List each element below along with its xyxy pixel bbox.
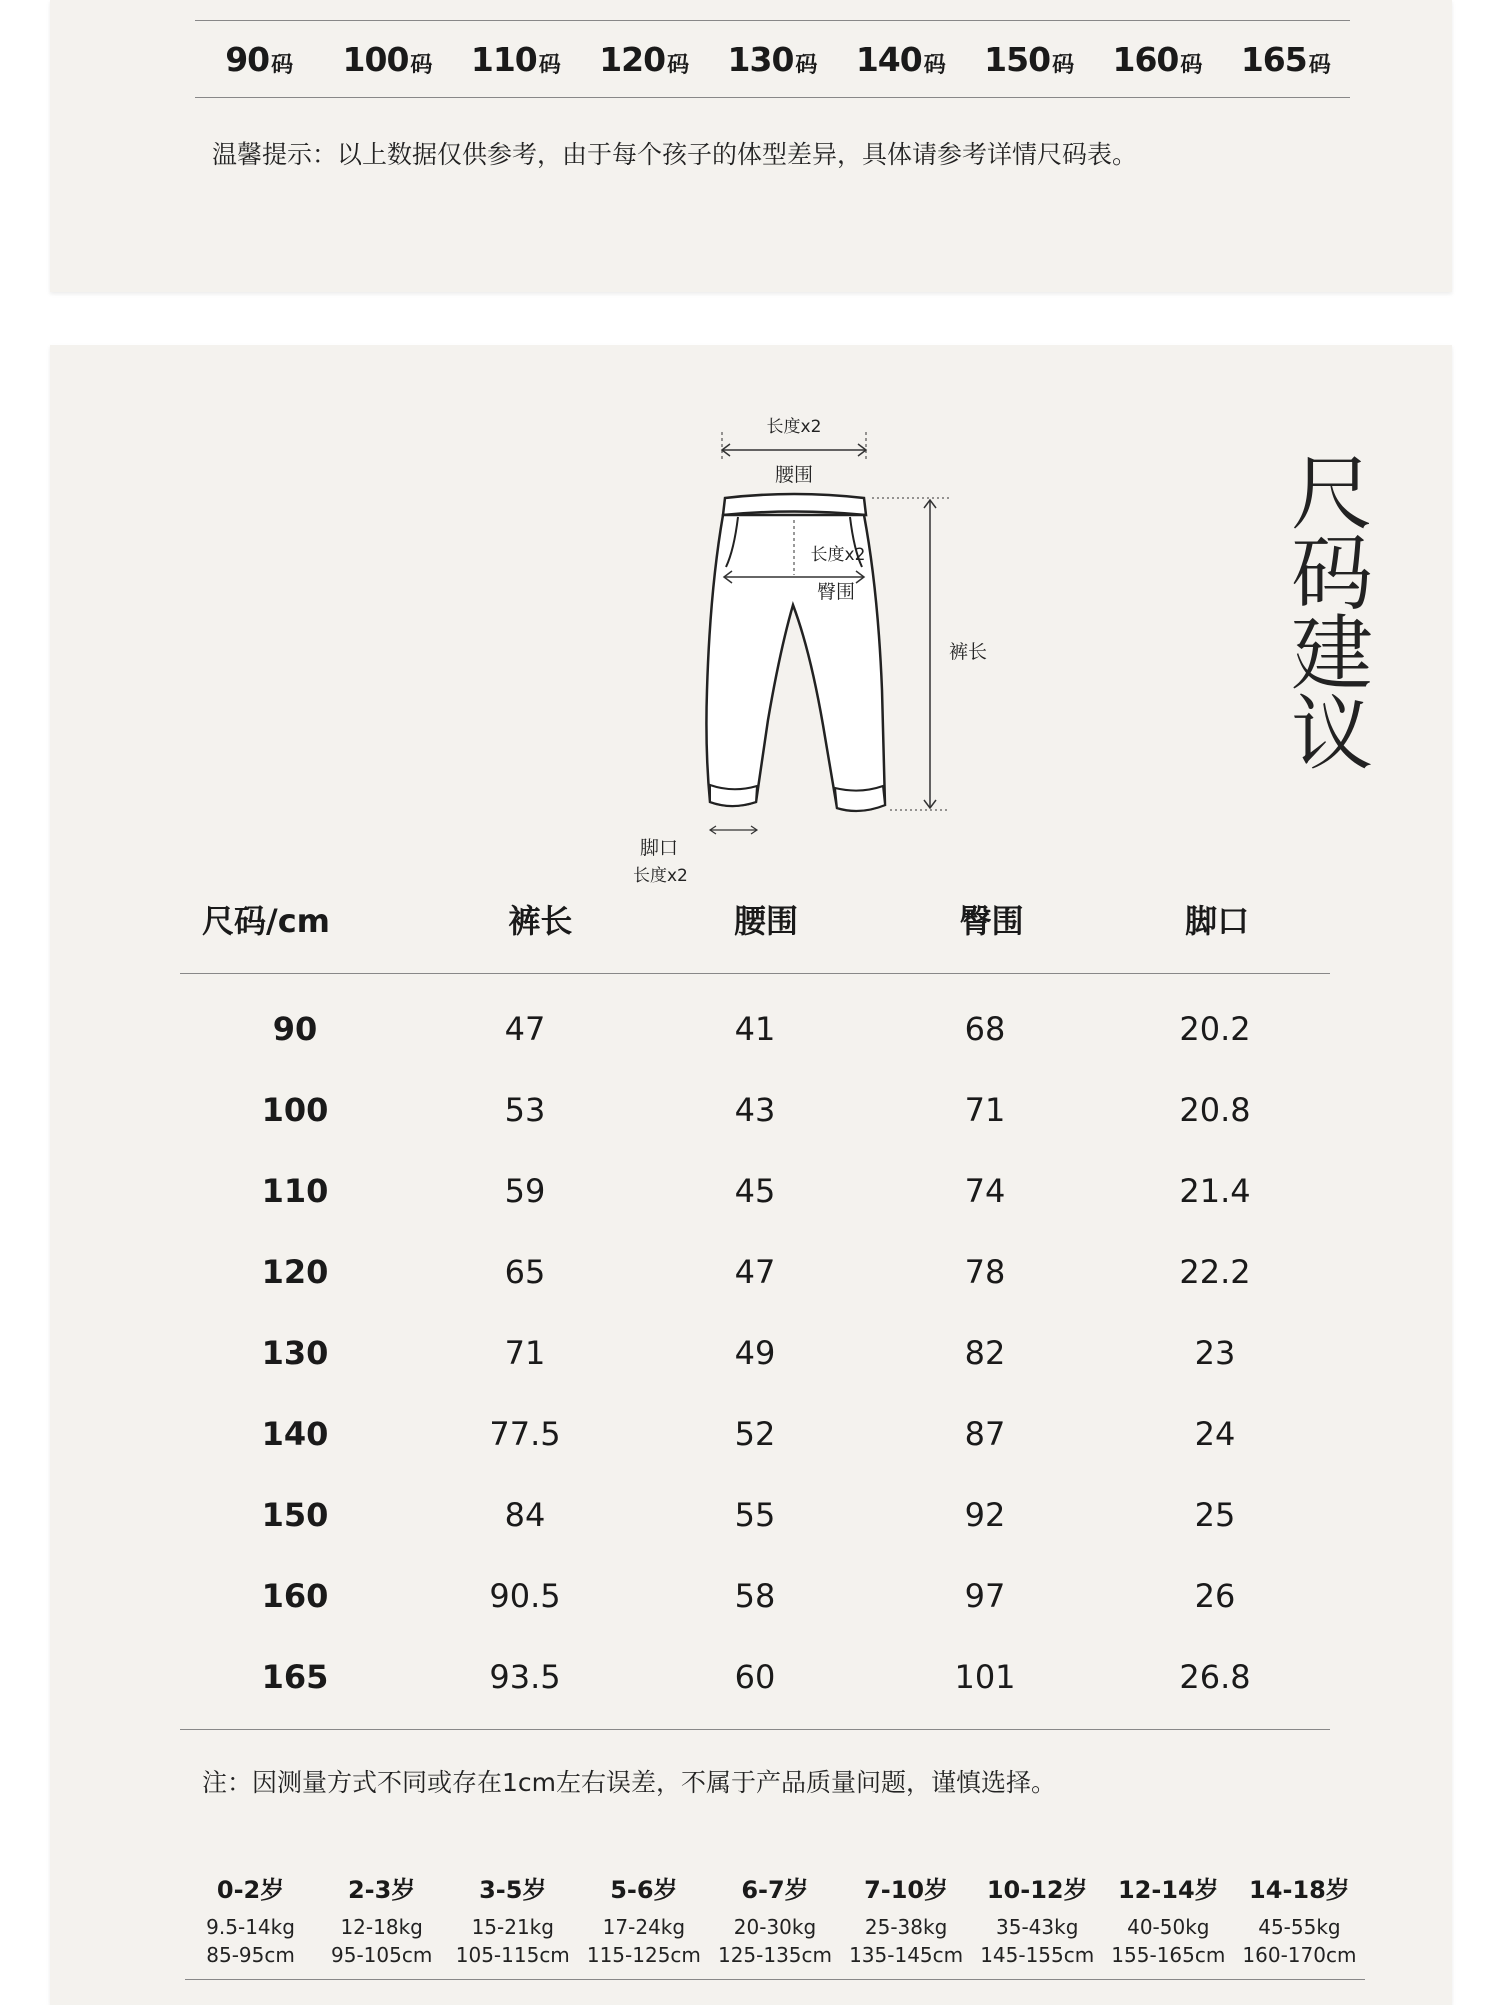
cell-size: 160: [261, 1576, 329, 1615]
table-body: [180, 974, 1330, 1730]
cell-cuff: 26.8: [1179, 1657, 1251, 1696]
size-number: 150: [984, 39, 1051, 79]
size-cell: [580, 21, 708, 97]
weight-range: 45-55kg: [1258, 1915, 1341, 1939]
age-range: 3-5岁: [479, 1876, 547, 1904]
size-summary-card: [50, 0, 1452, 292]
cell-length: 47: [504, 1009, 546, 1048]
cell-waist: 60: [734, 1657, 776, 1696]
cuff-label: 脚口: [640, 837, 679, 859]
title-char: 议: [1290, 687, 1373, 782]
cell-length: 90.5: [489, 1576, 561, 1615]
cell-cuff: 22.2: [1179, 1252, 1251, 1291]
size-cell: [323, 21, 451, 97]
header-waist: 腰围: [733, 902, 798, 940]
height-range: 115-125cm: [586, 1943, 701, 1967]
age-item: [972, 1870, 1103, 1969]
cell-waist: 45: [734, 1171, 776, 1210]
cell-cuff: 23: [1194, 1333, 1236, 1372]
size-cell: [1222, 21, 1350, 97]
age-item: [185, 1870, 316, 1969]
cell-hip: 68: [964, 1009, 1006, 1048]
cell-size: 90: [272, 1009, 318, 1048]
table-row: [180, 1150, 1330, 1231]
weight-range: 25-38kg: [864, 1915, 948, 1939]
table-row: [180, 1555, 1330, 1636]
cuff-length-label: 长度x2: [633, 866, 688, 886]
size-number: 90: [225, 39, 270, 79]
age-item: [1103, 1870, 1234, 1969]
cell-cuff: 20.2: [1179, 1009, 1251, 1048]
height-range: 105-115cm: [455, 1943, 570, 1967]
size-number: 160: [1112, 39, 1179, 79]
size-unit: 码: [667, 52, 690, 78]
height-range: 160-170cm: [1242, 1943, 1357, 1967]
age-range: 5-6岁: [610, 1876, 678, 1904]
cell-hip: 92: [964, 1495, 1006, 1534]
age-range: 14-18岁: [1249, 1876, 1350, 1904]
header-hip: 臀围: [959, 902, 1024, 940]
cell-length: 53: [504, 1090, 546, 1129]
cell-hip: 71: [964, 1090, 1006, 1129]
weight-range: 15-21kg: [471, 1915, 554, 1939]
cell-size: 100: [261, 1090, 329, 1129]
size-number: 100: [342, 39, 409, 79]
cell-waist: 58: [734, 1576, 776, 1615]
size-cell: [195, 21, 323, 97]
measurement-note: 注：因测量方式不同或存在1cm左右误差，不属于产品质量问题，谨慎选择。: [202, 1768, 1057, 1797]
header-length: 裤长: [508, 902, 573, 940]
size-chart-card: [50, 345, 1452, 2005]
size-unit: 码: [538, 52, 561, 78]
cell-size: 140: [261, 1414, 329, 1453]
weight-range: 20-30kg: [733, 1915, 817, 1939]
cell-length: 65: [504, 1252, 546, 1291]
cell-hip: 101: [954, 1657, 1016, 1696]
waist-length-label: 长度x2: [766, 417, 822, 437]
cell-size: 130: [261, 1333, 329, 1372]
weight-range: 40-50kg: [1127, 1915, 1210, 1939]
size-strip: [195, 20, 1350, 98]
cell-hip: 78: [964, 1252, 1006, 1291]
hip-label: 臀围: [816, 581, 856, 603]
age-item: [709, 1870, 840, 1969]
age-range: 7-10岁: [864, 1876, 949, 1904]
weight-range: 12-18kg: [340, 1915, 423, 1939]
size-cell: [837, 21, 965, 97]
hip-length-label: 长度x2: [810, 545, 866, 565]
age-range: 6-7岁: [741, 1876, 809, 1904]
size-cell: [452, 21, 580, 97]
age-range: 12-14岁: [1117, 1876, 1219, 1904]
cell-waist: 41: [734, 1009, 776, 1048]
age-item: [578, 1870, 709, 1969]
size-unit: 码: [271, 52, 294, 78]
table-row: [180, 988, 1330, 1069]
age-range: 0-2岁: [216, 1876, 285, 1904]
height-range: 135-145cm: [849, 1943, 964, 1967]
table-row: [180, 1474, 1330, 1555]
weight-range: 9.5-14kg: [206, 1915, 295, 1939]
size-number: 130: [727, 39, 794, 79]
title-char: 码: [1290, 527, 1373, 622]
size-unit: 码: [1052, 52, 1075, 78]
height-range: 95-105cm: [331, 1943, 433, 1967]
size-number: 120: [599, 39, 666, 79]
cell-size: 150: [261, 1495, 329, 1534]
table-header: [180, 865, 1330, 974]
cell-cuff: 21.4: [1179, 1171, 1251, 1210]
height-range: 145-155cm: [980, 1943, 1095, 1967]
cell-cuff: 20.8: [1179, 1090, 1251, 1129]
cell-size: 110: [261, 1171, 329, 1210]
header-cuff: 脚口: [1185, 902, 1250, 940]
cell-hip: 97: [964, 1576, 1006, 1615]
size-number: 165: [1240, 39, 1307, 79]
size-number: 140: [855, 39, 922, 79]
cell-hip: 82: [964, 1333, 1006, 1372]
cell-length: 71: [504, 1333, 546, 1372]
table-row: [180, 1636, 1330, 1717]
age-range: 10-12岁: [986, 1876, 1088, 1904]
size-number: 110: [470, 39, 537, 79]
section-title: [1282, 447, 1382, 782]
waistband-shape: [723, 494, 866, 515]
cell-cuff: 25: [1194, 1495, 1236, 1534]
cell-cuff: 26: [1194, 1576, 1236, 1615]
age-item: [316, 1870, 447, 1969]
header-size: 尺码/cm: [202, 902, 331, 940]
cell-waist: 47: [734, 1252, 776, 1291]
right-cuff-shape: [835, 786, 885, 811]
size-unit: 码: [795, 52, 818, 78]
size-cell: [965, 21, 1093, 97]
size-unit: 码: [1180, 52, 1203, 78]
title-char: 建: [1290, 607, 1373, 702]
table-row: [180, 1069, 1330, 1150]
weight-range: 17-24kg: [602, 1915, 686, 1939]
table-row: [180, 1393, 1330, 1474]
age-item: [841, 1870, 972, 1969]
cell-cuff: 24: [1194, 1414, 1236, 1453]
cell-size: 120: [261, 1252, 329, 1291]
cell-waist: 52: [734, 1414, 776, 1453]
title-char: 尺: [1290, 447, 1373, 542]
cell-hip: 74: [964, 1171, 1006, 1210]
cell-length: 77.5: [489, 1414, 561, 1453]
cell-waist: 49: [734, 1333, 776, 1372]
cell-waist: 55: [734, 1495, 776, 1534]
reference-tip: 温馨提示：以上数据仅供参考，由于每个孩子的体型差异，具体请参考详情尺码表。: [212, 140, 1138, 169]
weight-range: 35-43kg: [996, 1915, 1079, 1939]
size-cell: [708, 21, 836, 97]
cell-length: 84: [504, 1495, 546, 1534]
size-table: [180, 865, 1330, 1730]
table-row: [180, 1312, 1330, 1393]
height-range: 85-95cm: [206, 1943, 295, 1967]
cell-hip: 87: [964, 1414, 1006, 1453]
length-label: 裤长: [948, 641, 988, 663]
cell-length: 93.5: [489, 1657, 561, 1696]
size-unit: 码: [923, 52, 946, 78]
pants-diagram: [610, 390, 1070, 850]
cell-waist: 43: [734, 1090, 776, 1129]
cell-size: 165: [261, 1657, 329, 1696]
age-item: [1234, 1870, 1365, 1969]
age-range: 2-3岁: [347, 1876, 416, 1904]
size-unit: 码: [1308, 52, 1331, 78]
size-cell: [1093, 21, 1221, 97]
age-item: [447, 1870, 578, 1969]
table-row: [180, 1231, 1330, 1312]
height-range: 125-135cm: [717, 1943, 833, 1967]
age-guide: [185, 1870, 1365, 1980]
height-range: 155-165cm: [1111, 1943, 1226, 1967]
waist-label: 腰围: [774, 464, 814, 486]
cell-length: 59: [504, 1171, 546, 1210]
size-unit: 码: [410, 52, 433, 78]
